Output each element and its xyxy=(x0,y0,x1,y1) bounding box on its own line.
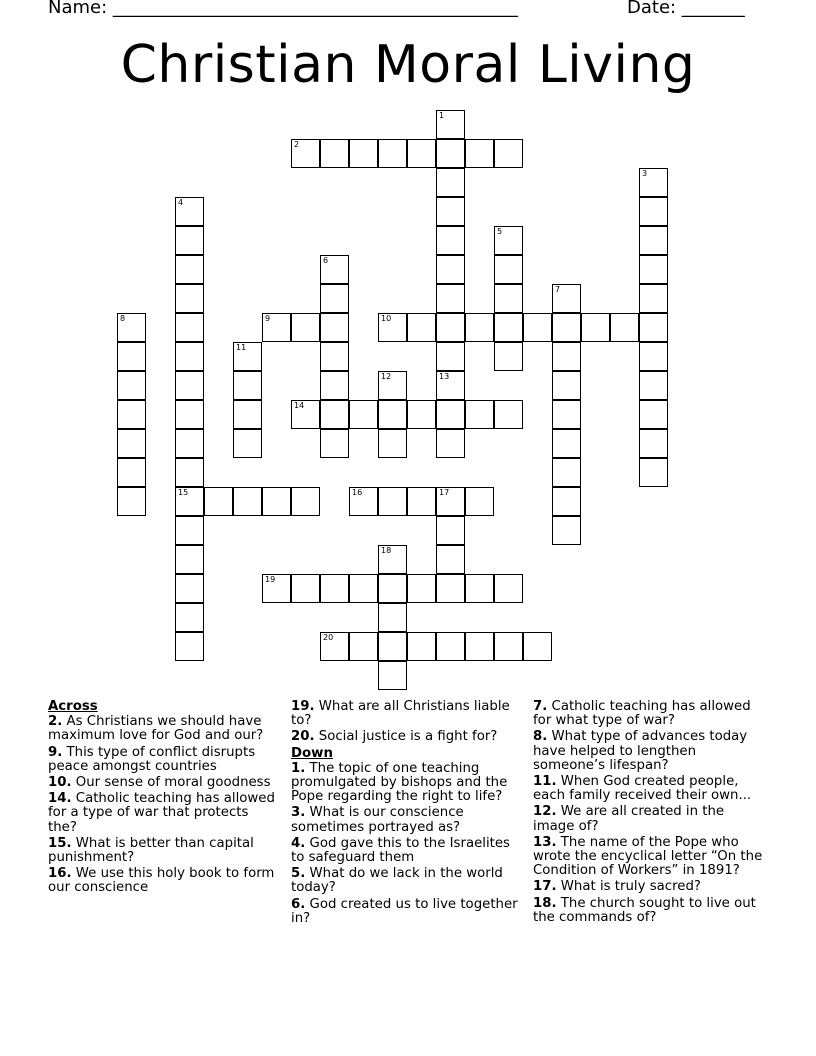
clue-number: 11 xyxy=(236,343,247,352)
grid-cell[interactable] xyxy=(175,313,204,342)
grid-cell[interactable] xyxy=(407,632,436,661)
clue-text: The church sought to live out the commands of? xyxy=(533,895,756,925)
clues-column-2 xyxy=(291,700,523,928)
grid-cell[interactable] xyxy=(494,342,523,371)
grid-cell[interactable] xyxy=(378,139,407,168)
clue-text: The topic of one teaching promulgated by bishops and the Pope regarding the right to life? xyxy=(291,760,508,805)
clue-number: 20 xyxy=(323,633,334,642)
clue-number-label: 13. xyxy=(533,834,557,850)
grid-cell[interactable] xyxy=(117,400,146,429)
grid-cell[interactable] xyxy=(175,371,204,400)
grid-cell[interactable] xyxy=(639,168,668,197)
across-clue xyxy=(48,715,280,743)
grid-cell[interactable] xyxy=(378,371,407,400)
clue-number: 6 xyxy=(323,256,329,265)
clue-number: 5 xyxy=(497,227,503,236)
grid-cell[interactable] xyxy=(349,574,378,603)
clue-number: 3 xyxy=(642,169,648,178)
grid-cell[interactable] xyxy=(175,603,204,632)
grid-cell[interactable] xyxy=(320,429,349,458)
grid-cell[interactable] xyxy=(639,313,668,342)
grid-cell[interactable] xyxy=(291,313,320,342)
across-clue xyxy=(291,730,523,744)
grid-cell[interactable] xyxy=(349,139,378,168)
grid-cell[interactable] xyxy=(378,574,407,603)
clue-text: Social justice is a fight for? xyxy=(314,729,498,745)
clue-text: What is our conscience sometimes portrayed as? xyxy=(291,805,464,835)
grid-cell[interactable] xyxy=(117,487,146,516)
grid-cell[interactable] xyxy=(436,632,465,661)
down-clue xyxy=(291,806,523,834)
clue-number-label: 18. xyxy=(533,895,557,911)
grid-cell[interactable] xyxy=(610,313,639,342)
name-field-label: Name: _____________________________________________ xyxy=(48,0,518,18)
across-clue xyxy=(291,700,523,728)
clue-number-label: 3. xyxy=(291,805,306,821)
grid-cell[interactable] xyxy=(291,139,320,168)
grid-cell[interactable] xyxy=(117,313,146,342)
grid-cell[interactable] xyxy=(175,632,204,661)
grid-cell[interactable] xyxy=(349,632,378,661)
grid-cell[interactable] xyxy=(639,226,668,255)
grid-cell[interactable] xyxy=(436,516,465,545)
grid-cell[interactable] xyxy=(436,226,465,255)
grid-cell[interactable] xyxy=(639,255,668,284)
grid-cell[interactable] xyxy=(291,400,320,429)
grid-cell[interactable] xyxy=(117,371,146,400)
grid-cell[interactable] xyxy=(233,400,262,429)
clue-number: 2 xyxy=(294,140,300,149)
clue-text: This type of conflict disrupts peace amongst countries xyxy=(48,744,256,774)
clue-number-label: 12. xyxy=(533,804,557,820)
grid-cell[interactable] xyxy=(552,313,581,342)
clue-number: 16 xyxy=(352,488,363,497)
grid-cell[interactable] xyxy=(175,400,204,429)
grid-cell[interactable] xyxy=(407,487,436,516)
grid-cell[interactable] xyxy=(291,574,320,603)
grid-cell[interactable] xyxy=(175,545,204,574)
grid-cell[interactable] xyxy=(465,574,494,603)
clue-text: God created us to live together in? xyxy=(291,896,518,926)
grid-cell[interactable] xyxy=(436,342,465,371)
clue-number: 10 xyxy=(381,314,392,323)
grid-cell[interactable] xyxy=(233,487,262,516)
clue-number-label: 17. xyxy=(533,879,557,895)
clue-number-label: 11. xyxy=(533,774,557,790)
clue-text: Catholic teaching has allowed for what type of war? xyxy=(533,699,751,729)
clue-number-label: 19. xyxy=(291,699,315,714)
clue-number: 13 xyxy=(439,372,450,381)
clue-number-label: 9. xyxy=(48,744,63,760)
clue-number-label: 5. xyxy=(291,866,306,882)
grid-cell[interactable] xyxy=(639,197,668,226)
grid-cell[interactable] xyxy=(436,400,465,429)
grid-cell[interactable] xyxy=(175,342,204,371)
down-clue xyxy=(533,730,765,773)
grid-cell[interactable] xyxy=(494,284,523,313)
grid-cell[interactable] xyxy=(349,487,378,516)
grid-cell[interactable] xyxy=(262,313,291,342)
clue-number: 1 xyxy=(439,111,445,120)
clue-text: What are all Christians liable to? xyxy=(291,699,510,729)
grid-cell[interactable] xyxy=(262,487,291,516)
clue-number-label: 7. xyxy=(533,699,548,714)
down-clue xyxy=(291,762,523,805)
grid-cell[interactable] xyxy=(494,313,523,342)
clue-text: God gave this to the Israelites to safeguard them xyxy=(291,835,510,866)
clue-number-label: 20. xyxy=(291,729,315,745)
grid-cell[interactable] xyxy=(436,139,465,168)
grid-cell[interactable] xyxy=(639,429,668,458)
across-clue xyxy=(48,867,280,895)
clue-text: Our sense of moral goodness xyxy=(71,775,271,791)
clue-number-label: 15. xyxy=(48,835,72,851)
grid-cell[interactable] xyxy=(494,139,523,168)
grid-cell[interactable] xyxy=(436,110,465,139)
clue-text: What is truly sacred? xyxy=(556,879,701,895)
clue-text: When God created people, each family received their own... xyxy=(533,774,752,804)
clue-text: As Christians we should have maximum love for God and our? xyxy=(48,714,264,744)
clue-text: The name of the Pope who wrote the encyclical letter “On the Condition of Workers” in 1891? xyxy=(533,834,763,879)
grid-cell[interactable] xyxy=(175,429,204,458)
grid-cell[interactable] xyxy=(436,197,465,226)
grid-cell[interactable] xyxy=(523,313,552,342)
across-heading: Across xyxy=(48,699,98,714)
grid-cell[interactable] xyxy=(494,226,523,255)
grid-cell[interactable] xyxy=(639,458,668,487)
grid-cell[interactable] xyxy=(407,313,436,342)
grid-cell[interactable] xyxy=(378,487,407,516)
grid-cell[interactable] xyxy=(175,458,204,487)
grid-cell[interactable] xyxy=(639,342,668,371)
grid-cell[interactable] xyxy=(436,371,465,400)
grid-cell[interactable] xyxy=(320,139,349,168)
grid-cell[interactable] xyxy=(320,574,349,603)
down-clue xyxy=(533,805,765,833)
grid-cell[interactable] xyxy=(320,284,349,313)
clue-number: 12 xyxy=(381,372,392,381)
grid-cell[interactable] xyxy=(494,400,523,429)
grid-cell[interactable] xyxy=(465,139,494,168)
down-clue xyxy=(291,867,523,895)
grid-cell[interactable] xyxy=(552,371,581,400)
grid-cell[interactable] xyxy=(320,371,349,400)
grid-cell[interactable] xyxy=(407,139,436,168)
grid-cell[interactable] xyxy=(639,371,668,400)
clues-column-3 xyxy=(533,700,765,927)
grid-cell[interactable] xyxy=(320,255,349,284)
grid-cell[interactable] xyxy=(175,284,204,313)
clue-text: What type of advances today have helped to lengthen someone’s lifespan? xyxy=(533,729,748,773)
across-clue xyxy=(48,792,280,835)
clue-number-label: 8. xyxy=(533,729,548,745)
grid-cell[interactable] xyxy=(639,400,668,429)
grid-cell[interactable] xyxy=(407,574,436,603)
across-clue xyxy=(48,746,280,774)
grid-cell[interactable] xyxy=(320,313,349,342)
grid-cell[interactable] xyxy=(436,168,465,197)
grid-cell[interactable] xyxy=(436,545,465,574)
grid-cell[interactable] xyxy=(117,458,146,487)
grid-cell[interactable] xyxy=(262,574,291,603)
clue-number-label: 6. xyxy=(291,896,306,912)
grid-cell[interactable] xyxy=(378,661,407,690)
grid-cell[interactable] xyxy=(552,429,581,458)
grid-cell[interactable] xyxy=(175,574,204,603)
grid-cell[interactable] xyxy=(378,545,407,574)
across-clue xyxy=(48,837,280,865)
clue-number-label: 16. xyxy=(48,866,72,882)
clue-text: We use this holy book to form our conscience xyxy=(48,866,275,896)
grid-cell[interactable] xyxy=(349,400,378,429)
clue-text: Catholic teaching has allowed for a type of war that protects the? xyxy=(48,791,275,835)
clue-number: 9 xyxy=(265,314,271,323)
grid-cell[interactable] xyxy=(175,197,204,226)
grid-cell[interactable] xyxy=(465,400,494,429)
grid-cell[interactable] xyxy=(320,632,349,661)
across-clue xyxy=(48,776,280,790)
grid-cell[interactable] xyxy=(233,342,262,371)
grid-cell[interactable] xyxy=(552,487,581,516)
clue-number: 14 xyxy=(294,401,305,410)
grid-cell[interactable] xyxy=(639,284,668,313)
grid-cell[interactable] xyxy=(436,313,465,342)
grid-cell[interactable] xyxy=(320,342,349,371)
grid-cell[interactable] xyxy=(436,255,465,284)
date-field-label: Date: _______ xyxy=(627,0,745,18)
grid-cell[interactable] xyxy=(320,400,349,429)
down-clue xyxy=(533,880,765,894)
down-clue xyxy=(533,836,765,879)
grid-cell[interactable] xyxy=(291,487,320,516)
clue-number-label: 14. xyxy=(48,791,72,807)
clue-number-label: 2. xyxy=(48,714,63,730)
grid-cell[interactable] xyxy=(465,487,494,516)
grid-cell[interactable] xyxy=(465,632,494,661)
grid-cell[interactable] xyxy=(436,487,465,516)
grid-cell[interactable] xyxy=(378,313,407,342)
down-clue xyxy=(291,898,523,926)
grid-cell[interactable] xyxy=(407,400,436,429)
down-clue xyxy=(533,897,765,925)
grid-cell[interactable] xyxy=(233,371,262,400)
grid-cell[interactable] xyxy=(465,313,494,342)
puzzle-title: Christian Moral Living xyxy=(120,35,696,95)
clue-text: What do we lack in the world today? xyxy=(291,866,503,896)
grid-cell[interactable] xyxy=(523,632,552,661)
grid-cell[interactable] xyxy=(552,516,581,545)
clue-text: What is better than capital punishment? xyxy=(48,835,254,866)
grid-cell[interactable] xyxy=(494,255,523,284)
grid-cell[interactable] xyxy=(204,487,233,516)
clue-number-label: 10. xyxy=(48,775,72,791)
grid-cell[interactable] xyxy=(552,342,581,371)
grid-cell[interactable] xyxy=(436,429,465,458)
grid-cell[interactable] xyxy=(378,603,407,632)
grid-cell[interactable] xyxy=(117,342,146,371)
clue-number: 4 xyxy=(178,198,184,207)
clue-number-label: 4. xyxy=(291,835,306,851)
grid-cell[interactable] xyxy=(494,632,523,661)
down-clue xyxy=(533,700,765,728)
clue-text: We are all created in the image of? xyxy=(533,804,725,834)
grid-cell[interactable] xyxy=(436,574,465,603)
clues-column-1 xyxy=(48,700,280,898)
grid-cell[interactable] xyxy=(552,458,581,487)
grid-cell[interactable] xyxy=(378,400,407,429)
grid-cell[interactable] xyxy=(175,487,204,516)
grid-cell[interactable] xyxy=(552,400,581,429)
grid-cell[interactable] xyxy=(581,313,610,342)
clue-number-label: 1. xyxy=(291,760,306,776)
down-clue xyxy=(291,837,523,865)
grid-cell[interactable] xyxy=(494,574,523,603)
grid-cell[interactable] xyxy=(436,284,465,313)
grid-cell[interactable] xyxy=(378,632,407,661)
grid-cell[interactable] xyxy=(175,255,204,284)
clue-number: 7 xyxy=(555,285,561,294)
grid-cell[interactable] xyxy=(117,429,146,458)
clue-number: 18 xyxy=(381,546,392,555)
clue-number: 17 xyxy=(439,488,450,497)
grid-cell[interactable] xyxy=(233,429,262,458)
down-heading: Down xyxy=(291,745,333,761)
grid-cell[interactable] xyxy=(378,429,407,458)
grid-cell[interactable] xyxy=(175,226,204,255)
grid-cell[interactable] xyxy=(552,284,581,313)
clue-number: 15 xyxy=(178,488,189,497)
clue-number: 8 xyxy=(120,314,126,323)
grid-cell[interactable] xyxy=(175,516,204,545)
down-clue xyxy=(533,775,765,803)
clue-number: 19 xyxy=(265,575,276,584)
